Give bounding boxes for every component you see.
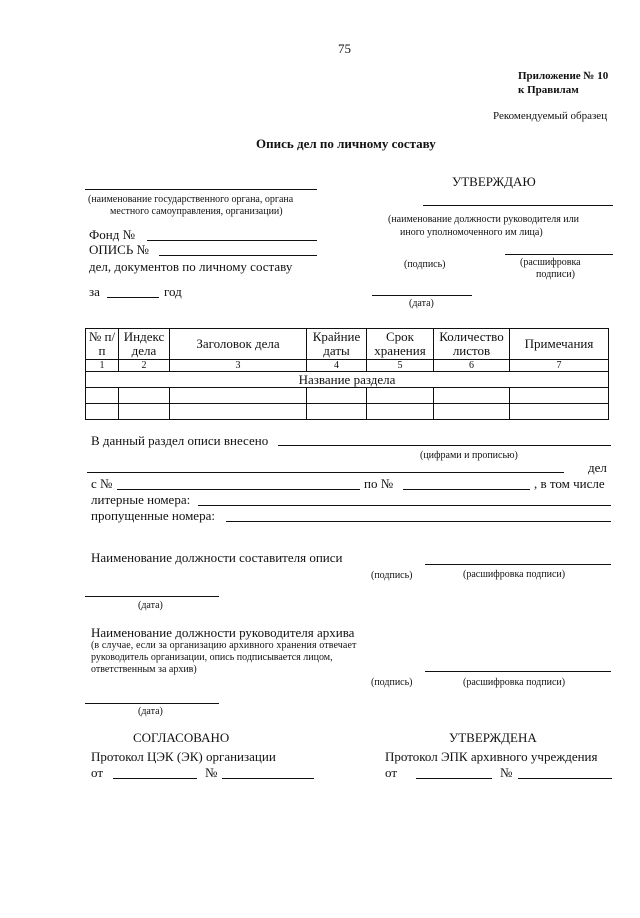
- approver-signature-caption: (подпись): [404, 259, 446, 270]
- header-cell-term: Срок хранения: [367, 329, 434, 360]
- empty-cell[interactable]: [307, 388, 367, 404]
- header-cell-index: Индекс дела: [119, 329, 170, 360]
- empty-cell[interactable]: [86, 404, 119, 420]
- approver-decoding-caption-2: подписи): [536, 269, 575, 280]
- table-row: [86, 404, 609, 420]
- agreed-protocol: Протокол ЦЭК (ЭК) организации: [91, 749, 276, 764]
- approved-heading: УТВЕРЖДЕНА: [449, 730, 537, 745]
- approved-number-label: №: [500, 765, 513, 780]
- appendix-line2: к Правилам: [518, 84, 579, 96]
- empty-cell[interactable]: [367, 404, 434, 420]
- agreed-heading: СОГЛАСОВАНО: [133, 730, 230, 745]
- header-cell-number: № п/п: [86, 329, 119, 360]
- agreed-date-line: [113, 778, 197, 779]
- entered-line: [278, 445, 611, 446]
- for-label: за: [89, 284, 100, 299]
- header-cell-dates: Крайние даты: [307, 329, 367, 360]
- empty-cell[interactable]: [86, 388, 119, 404]
- empty-cell[interactable]: [307, 404, 367, 420]
- inventory-label: ОПИСЬ №: [89, 242, 149, 257]
- appendix-line1: Приложение № 10: [518, 70, 609, 82]
- empty-cell[interactable]: [510, 388, 609, 404]
- column-number-cell: 7: [510, 360, 609, 372]
- approved-date-line: [416, 778, 492, 779]
- compiler-signature-caption: (подпись): [371, 570, 413, 581]
- archive-head-note-1: (в случае, если за организацию архивного хранения отвечает: [91, 640, 357, 651]
- digits-caption: (цифрами и прописью): [420, 450, 518, 461]
- compiler-date-line: [85, 596, 219, 597]
- agreed-number-line: [222, 778, 314, 779]
- compiler-date-caption: (дата): [138, 600, 163, 611]
- entered-line-2: [87, 472, 564, 473]
- archive-head-position-label: Наименование должности руководителя архива: [91, 625, 355, 640]
- empty-cell[interactable]: [367, 388, 434, 404]
- compiler-decoding-line: [425, 564, 611, 565]
- empty-cell[interactable]: [170, 404, 307, 420]
- approved-number-line: [518, 778, 612, 779]
- archive-head-date-line: [85, 703, 219, 704]
- archive-head-decoding-caption: (расшифровка подписи): [463, 677, 566, 688]
- header-cell-notes: Примечания: [510, 329, 609, 360]
- archive-head-decoding-line: [425, 671, 611, 672]
- empty-cell[interactable]: [170, 388, 307, 404]
- approver-position-caption-2: иного уполномоченного им лица): [400, 227, 543, 238]
- agreed-from-label: от: [91, 765, 104, 780]
- letter-numbers-line: [198, 505, 611, 506]
- column-number-cell: 5: [367, 360, 434, 372]
- approver-position-caption: (наименование должности руководителя или: [388, 214, 579, 225]
- empty-cell[interactable]: [434, 388, 510, 404]
- compiler-position-label: Наименование должности составителя описи: [91, 550, 343, 565]
- organization-line: [85, 189, 317, 190]
- organization-caption-2: местного самоуправления, организации): [110, 206, 283, 217]
- approved-protocol: Протокол ЭПК архивного учреждения: [385, 749, 598, 764]
- fund-line: [147, 240, 317, 241]
- organization-caption: (наименование государственного органа, органа: [88, 194, 294, 205]
- page-title: Опись дел по личному составу: [256, 136, 436, 151]
- column-number-cell: 6: [434, 360, 510, 372]
- entered-label: В данный раздел описи внесено: [91, 433, 269, 448]
- compiler-decoding-caption: (расшифровка подписи): [463, 569, 566, 580]
- empty-cell[interactable]: [119, 388, 170, 404]
- empty-cell[interactable]: [434, 404, 510, 420]
- approve-heading: УТВЕРЖДАЮ: [452, 174, 536, 189]
- to-number-line: [403, 489, 530, 490]
- approved-from-label: от: [385, 765, 398, 780]
- approver-date-line: [372, 295, 472, 296]
- archive-head-signature-caption: (подпись): [371, 677, 413, 688]
- to-number-label: по №: [364, 476, 394, 491]
- column-number-cell: 3: [170, 360, 307, 372]
- archive-head-note-2: руководитель организации, опись подписывается лицом,: [91, 652, 333, 663]
- header-cell-sheets: Количество листов: [434, 329, 510, 360]
- approver-position-line: [423, 205, 613, 206]
- table-row: [86, 388, 609, 404]
- archive-head-date-caption: (дата): [138, 706, 163, 717]
- inventory-line: [159, 255, 317, 256]
- approver-decoding-line: [505, 254, 613, 255]
- agreed-number-label: №: [205, 765, 218, 780]
- inventory-table: [85, 328, 609, 420]
- column-number-cell: 2: [119, 360, 170, 372]
- approver-decoding-caption: (расшифровка: [520, 257, 581, 268]
- table-section-row: [86, 372, 609, 388]
- including-label: , в том числе: [534, 476, 605, 491]
- missed-numbers-label: пропущенные номера:: [91, 508, 215, 523]
- empty-cell[interactable]: [119, 404, 170, 420]
- year-line: [107, 297, 159, 298]
- from-number-line: [117, 489, 360, 490]
- table-number-row: [86, 360, 609, 372]
- table-header-row: [86, 329, 609, 360]
- page-number: 75: [338, 41, 351, 56]
- header-cell-title: Заголовок дела: [170, 329, 307, 360]
- cases-word: дел: [588, 460, 607, 475]
- archive-head-note-3: ответственным за архив): [91, 664, 197, 675]
- recommended-sample: Рекомендуемый образец: [493, 110, 608, 122]
- empty-cell[interactable]: [510, 404, 609, 420]
- letter-numbers-label: литерные номера:: [91, 492, 191, 507]
- approver-date-caption: (дата): [409, 298, 434, 309]
- from-number-label: с №: [91, 476, 113, 491]
- column-number-cell: 4: [307, 360, 367, 372]
- cases-label: дел, документов по личному составу: [89, 259, 293, 274]
- column-number-cell: 1: [86, 360, 119, 372]
- missed-numbers-line: [226, 521, 611, 522]
- year-label: год: [164, 284, 182, 299]
- fund-label: Фонд №: [89, 227, 135, 242]
- section-title-cell: Название раздела: [86, 372, 609, 388]
